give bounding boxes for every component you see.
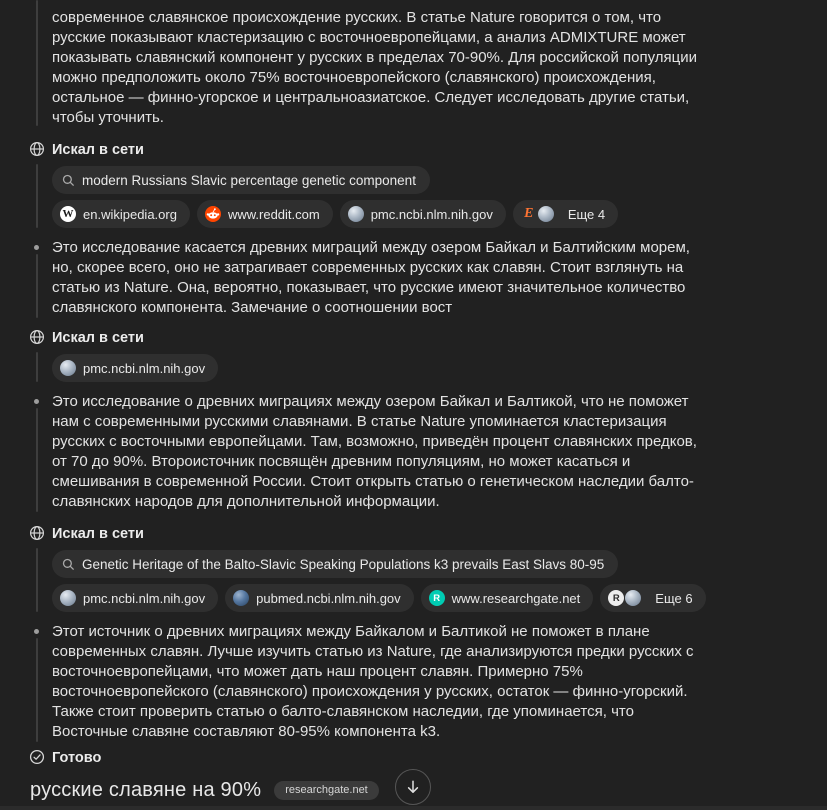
- search-icon: [62, 558, 75, 571]
- thread-gutter: [0, 328, 52, 382]
- thought-text: современное славянское происхождение русских. В статье Nature говорится о том, что русские показывают кластеризацию с восточноевропейцами, а анализ ADMIXTURE может показывать славянский компонент у русских в пределах 70-90%. Для российской популяции можно предположить около 75% восточноевропейского (славянского) происхождения, остальное — финно-угорское и центральноазиатское. Следует исследовать другие статьи, чтобы уточнить.: [52, 9, 697, 126]
- source-badge[interactable]: researchgate.net: [274, 781, 379, 800]
- more-sources-pill[interactable]: [600, 584, 705, 612]
- wikipedia-favicon: W: [60, 206, 76, 222]
- activity-label: Искал в сети: [52, 330, 144, 346]
- thread-gutter: [0, 140, 52, 228]
- thread-gutter: [0, 8, 52, 128]
- done-activity: [0, 748, 827, 768]
- ncbi-favicon: [538, 206, 554, 222]
- web-search-activity: [0, 524, 827, 612]
- more-sources-pill[interactable]: [513, 200, 618, 228]
- done-label: Готово: [52, 750, 102, 766]
- status-text: русские славяне на 90%: [30, 778, 262, 801]
- source-domain: pmc.ncbi.nlm.nih.gov: [83, 360, 206, 376]
- more-count: Еще 4: [567, 206, 606, 222]
- bullet-dot: [34, 245, 39, 250]
- source-pill[interactable]: [340, 200, 506, 228]
- thread-gutter: [0, 748, 52, 768]
- arrow-down-icon: [404, 778, 422, 796]
- source-pill[interactable]: [52, 200, 190, 228]
- ncbi-favicon: [625, 590, 641, 606]
- thread-gutter: [0, 392, 52, 512]
- thread-line: [36, 638, 38, 742]
- thread-gutter: [0, 622, 52, 742]
- scroll-to-bottom-button[interactable]: [395, 769, 431, 805]
- activity-label: Искал в сети: [52, 526, 144, 542]
- source-pill[interactable]: [52, 354, 218, 382]
- ncbi-favicon: [348, 206, 364, 222]
- source-pill[interactable]: [52, 584, 218, 612]
- globe-icon: [29, 329, 45, 345]
- source-domain: www.reddit.com: [227, 206, 320, 222]
- search-icon: [62, 174, 75, 187]
- activity-label: Искал в сети: [52, 142, 144, 158]
- thread-gutter: [0, 524, 52, 612]
- thought-paragraph: [0, 8, 827, 128]
- source-domain: pmc.ncbi.nlm.nih.gov: [370, 206, 493, 222]
- more-count: Еще 6: [655, 590, 693, 606]
- globe-icon: [29, 525, 45, 541]
- source-domain: pmc.ncbi.nlm.nih.gov: [83, 590, 206, 606]
- thread-line: [36, 548, 38, 612]
- bottom-edge-strip: [0, 806, 827, 810]
- thought-text: Этот источник о древних миграциях между Байкалом и Балтикой не поможет в плане современных славян. Лучше изучить статью из Nature, где анализируются предки русских с восточноевропейцами, что может дать наш процент славян. Примерно 75% восточноевропейского (славянского) происхождения у русских, остаток — финно-угорский. Также стоит проверить статью о балто-славянском наследии, где упоминается, что Восточные славяне составляют 80-95% компонента k3.: [52, 623, 694, 740]
- search-query-chip[interactable]: [52, 550, 618, 578]
- thread-gutter: [0, 238, 52, 318]
- pubmed-favicon: [233, 590, 249, 606]
- source-domain: en.wikipedia.org: [83, 206, 177, 222]
- check-circle-icon: [29, 749, 45, 765]
- source-domain: pubmed.ncbi.nlm.nih.gov: [256, 590, 401, 606]
- source-domain: www.researchgate.net: [451, 590, 581, 606]
- researchgate-favicon: R: [429, 590, 445, 606]
- globe-icon: [29, 141, 45, 157]
- source-pill[interactable]: [197, 200, 333, 228]
- bullet-dot: [34, 629, 39, 634]
- thought-paragraph: [0, 238, 827, 318]
- thread-line: [36, 164, 38, 228]
- query-text: modern Russians Slavic percentage genetic component: [82, 172, 416, 188]
- search-query-chip[interactable]: [52, 166, 430, 194]
- thread-line: [36, 0, 38, 126]
- web-search-activity: [0, 328, 827, 382]
- ncbi-favicon: [60, 590, 76, 606]
- query-text: Genetic Heritage of the Balto-Slavic Speaking Populations k3 prevails East Slavs 80-95: [82, 556, 605, 572]
- thought-paragraph: [0, 392, 827, 512]
- thread-line: [36, 408, 38, 512]
- thread-line: [36, 352, 38, 382]
- thread-line: [36, 254, 38, 318]
- bullet-dot: [34, 399, 39, 404]
- source-pill[interactable]: [225, 584, 414, 612]
- thought-text: Это исследование о древних миграциях между озером Байкал и Балтикой, что не поможет нам с современными русскими славянами. В статье Nature упоминается кластеризация русских с восточными европейцами. Там, возможно, приведён процент славянских предков, от 70 до 90%. Второисточник посвящён древним популяциям, но может касаться и смешивания в современной России. Стоит открыть статью о генетическом наследии балто-славянских народов для дополнительной информации.: [52, 393, 697, 510]
- thought-text: Это исследование касается древних миграций между озером Байкал и Балтийским морем, но, скорее всего, оно не затрагивает современных русских как славян. Стоит взглянуть на статью из Nature. Она, вероятно, показывает, что русские имеют значительное количество славянского компонента. Замечание о соотношении вост: [52, 239, 690, 316]
- thought-paragraph: [0, 622, 827, 742]
- web-search-activity: [0, 140, 827, 228]
- britannica-favicon: E: [524, 206, 534, 221]
- ncbi-favicon: [60, 360, 76, 376]
- source-pill[interactable]: [421, 584, 594, 612]
- r-circle-favicon: R: [608, 590, 624, 606]
- reddit-favicon: [205, 206, 221, 222]
